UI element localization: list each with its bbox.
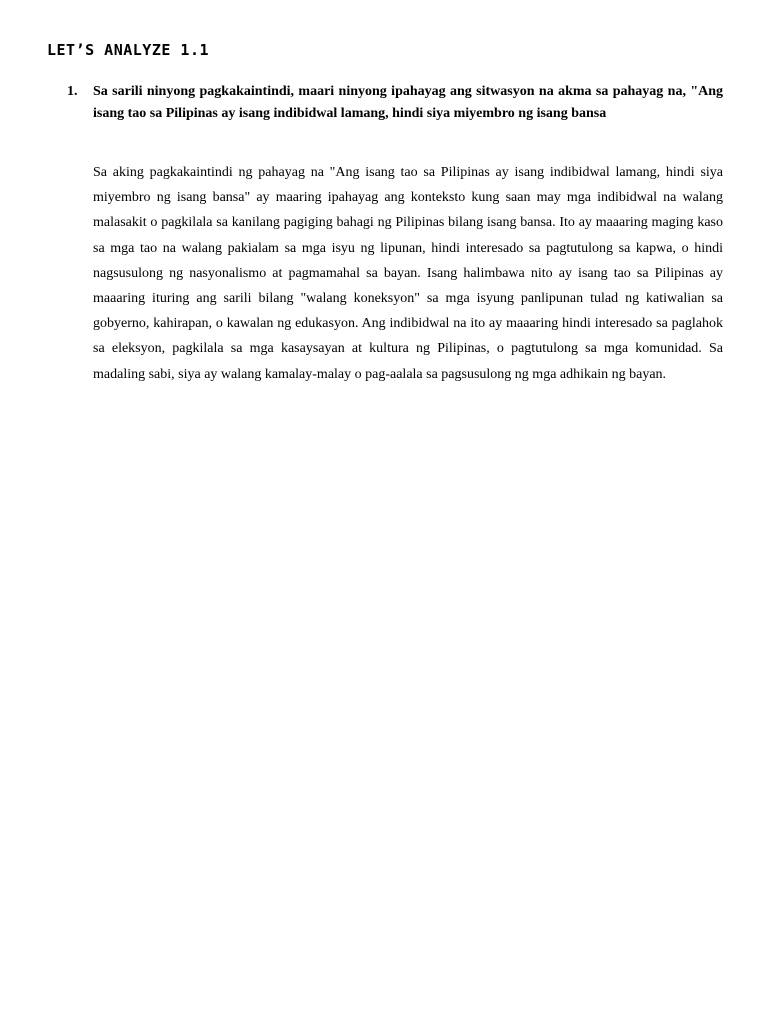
question-prompt: Sa sarili ninyong pagkakaintindi, maari ninyong ipahayag ang sitwasyon na akma sa pahayag na, "Ang isang tao sa Pilipinas ay isang indibidwal lamang, hindi siya miyembro ng isang bansa: [93, 84, 723, 121]
page-heading: LET’S ANALYZE 1.1: [47, 41, 210, 59]
question-number: 1.: [67, 84, 78, 99]
answer-paragraph: Sa aking pagkakaintindi ng pahayag na "Ang isang tao sa Pilipinas ay isang indibidwal lamang, hindi siya miyembro ng isang bansa" ay maaring ipahayag ang konteksto kung saan may mga indibidwal na walang malasakit o pagkilala sa kanilang pagiging bahagi ng Pilipinas bilang isang bansa. Ito ay maaaring maging kaso sa mga tao na walang pakialam sa mga isyu ng lipunan, hindi interesado sa pagtutulong sa kapwa, o hindi nagsusulong ng nasyonalismo at pagmamahal sa bayan. Isang halimbawa nito ay isang tao sa Pilipinas ay maaaring ituring ang sarili bilang "walang koneksyon" sa mga isyung panlipunan tulad ng katiwalian sa gobyerno, kahirapan, o kawalan ng edukasyon. Ang indibidwal na ito ay maaaring hindi interesado sa paglahok sa eleksyon, pagkilala sa mga kasaysayan at kultura ng Pilipinas, o pagtutulong sa mga komunidad. Sa madaling sabi, siya ay walang kamalay-malay o pag-aalala sa pagsusulong ng mga adhikain ng bayan.: [93, 165, 723, 382]
